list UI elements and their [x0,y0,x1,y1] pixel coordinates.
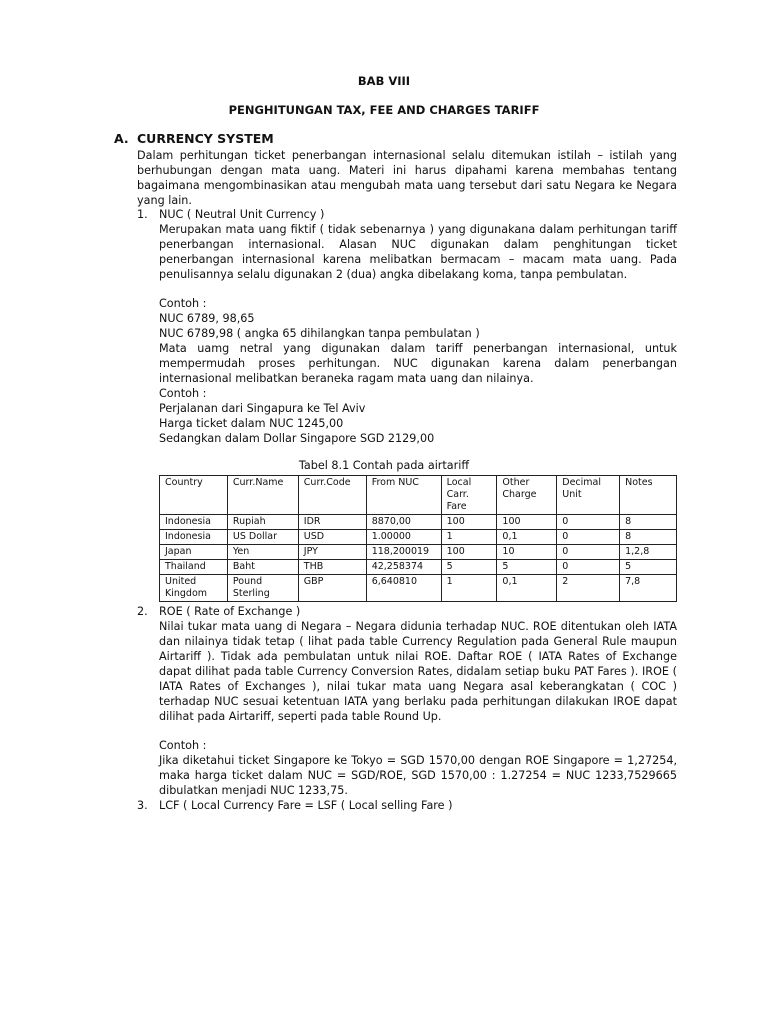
table-caption: Tabel 8.1 Contah pada airtariff [298,459,470,472]
table-row [160,575,677,602]
table-cell: 7,8 [620,575,677,602]
table-cell: Yen [227,545,298,560]
item1-number: 1. [137,208,148,221]
table-cell: 1 [441,530,497,545]
table-cell: 5 [620,560,677,575]
item1-contoh-label-2: Contoh : [159,387,207,400]
item1-example-2: NUC 6789,98 ( angka 65 dihilangkan tanpa pembulatan ) [159,327,480,340]
table-cell: 0 [557,545,620,560]
table-cell: 8 [620,530,677,545]
table-cell: Baht [227,560,298,575]
table-cell: US Dollar [227,530,298,545]
section-a-intro: Dalam perhitungan ticket penerbangan internasional selalu ditemukan istilah – istilah yang berhubungan dengan mata uang. Materi ini harus dipahami karena membahas tentang bagaimana mengombinasikan atau mengubah mata uang tersebut dari satu Negara ke Negara yang lain. [137,149,677,207]
airtariff-table [159,475,677,602]
table-cell: IDR [298,515,366,530]
chapter-heading: BAB VIII [357,74,411,88]
table-header-row [160,476,677,515]
table-row [160,545,677,560]
table-cell: 100 [441,515,497,530]
item3-number: 3. [137,799,148,812]
item2-heading: ROE ( Rate of Exchange ) [159,605,301,618]
column-header: Curr.Name [227,476,298,515]
item2-contoh-label: Contoh : [159,739,207,752]
table-cell: 1.00000 [366,530,441,545]
table-row [160,515,677,530]
table-cell: THB [298,560,366,575]
item1-paragraph-2: Mata uamg netral yang digunakan dalam tariff penerbangan internasional, untuk mempermudah proses perhitungan. NUC digunakan karena dalam penerbangan internasional melibatkan beraneka ragam mata uang dan nilainya. [159,342,677,385]
table-cell: 0 [557,515,620,530]
item1-example-4: Harga ticket dalam NUC 1245,00 [159,417,344,430]
table-cell: United Kingdom [160,575,228,602]
table-cell: 8 [620,515,677,530]
item1-example-3: Perjalanan dari Singapura ke Tel Aviv [159,402,366,415]
item1-contoh-label: Contoh : [159,297,207,310]
table-cell: 5 [441,560,497,575]
table-cell: JPY [298,545,366,560]
table-cell: 8870,00 [366,515,441,530]
table-cell: Indonesia [160,515,228,530]
column-header: Decimal Unit [557,476,620,515]
table-cell: Thailand [160,560,228,575]
table-cell: 1 [441,575,497,602]
table-cell: 100 [497,515,557,530]
page-title: PENGHITUNGAN TAX, FEE AND CHARGES TARIFF [228,103,540,117]
table-cell: USD [298,530,366,545]
table-cell: Pound Sterling [227,575,298,602]
table-row [160,560,677,575]
table-row [160,530,677,545]
table-cell: 0 [557,530,620,545]
item1-example-1: NUC 6789, 98,65 [159,312,255,325]
section-a-title: CURRENCY SYSTEM [137,131,274,146]
table-cell: Indonesia [160,530,228,545]
table-cell: 10 [497,545,557,560]
item2-number: 2. [137,605,148,618]
item1-paragraph: Merupakan mata uang fiktif ( tidak sebenarnya ) yang digunakana dalam perhitungan tariff penerbangan internasional. Alasan NUC digunakan dalam penghitungan ticket penerbangan internasional karena melibatkan bermacam – macam mata uang. Pada penulisannya selalu digunakan 2 (dua) angka dibelakang koma, tanpa pembulatan. [159,223,677,281]
table-cell: 0,1 [497,575,557,602]
section-a-letter: A. [114,131,129,146]
table-cell: GBP [298,575,366,602]
column-header: Other Charge [497,476,557,515]
column-header: Country [160,476,228,515]
item3-heading: LCF ( Local Currency Fare = LSF ( Local selling Fare ) [159,799,453,812]
table-cell: 2 [557,575,620,602]
column-header: Curr.Code [298,476,366,515]
item2-example: Jika diketahui ticket Singapore ke Tokyo = SGD 1570,00 dengan ROE Singapore = 1,27254, maka harga ticket dalam NUC = SGD/ROE, SGD 1570,00 : 1.27254 = NUC 1233,7529665 dibulatkan menjadi NUC 1233,75. [159,754,677,797]
column-header: From NUC [366,476,441,515]
table-cell: 0,1 [497,530,557,545]
table-cell: 42,258374 [366,560,441,575]
table-cell: 118,200019 [366,545,441,560]
table-cell: 5 [497,560,557,575]
column-header: Notes [620,476,677,515]
table-cell: 6,640810 [366,575,441,602]
table-cell: 1,2,8 [620,545,677,560]
item1-example-5: Sedangkan dalam Dollar Singapore SGD 2129,00 [159,432,435,445]
table-cell: Japan [160,545,228,560]
item2-paragraph: Nilai tukar mata uang di Negara – Negara didunia terhadap NUC. ROE ditentukan oleh IATA dan nilainya tidak tetap ( lihat pada table Currency Regulation pada General Rule maupun Airtariff ). Tidak ada pembulatan untuk nilai ROE. Daftar ROE ( IATA Rates of Exchange dapat dilihat pada table Currency Conversion Rates, didalam setiap buku PAT Fares ). IROE ( IATA Rates of Exchanges ), nilai tukar mata uang Negara asal keberangkatan ( COC ) terhadap NUC sesuai ketentuan IATA yang berlaku pada perhitungan dilakukan IROE dapat dilihat pada Airtariff, seperti pada table Round Up. [159,620,677,723]
table-cell: 100 [441,545,497,560]
table-cell: 0 [557,560,620,575]
column-header: Local Carr. Fare [441,476,497,515]
item1-heading: NUC ( Neutral Unit Currency ) [159,208,325,221]
table-cell: Rupiah [227,515,298,530]
